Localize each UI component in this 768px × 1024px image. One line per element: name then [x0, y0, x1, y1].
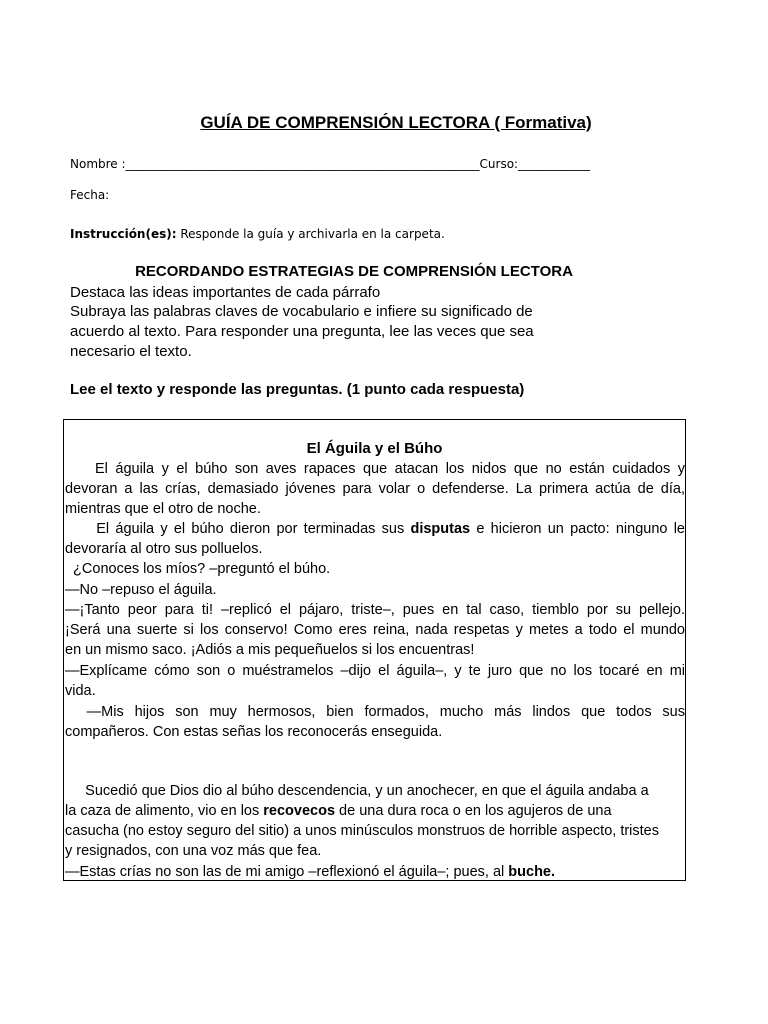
strategies-heading: RECORDANDO ESTRATEGIAS DE COMPRENSIÓN LECTORA [135, 263, 573, 280]
story-text: El águila y el búho dieron por terminadas sus [65, 521, 411, 537]
instruction-text: Responde la guía y archivarla en la carpeta. [176, 227, 445, 241]
document-title: GUÍA DE COMPRENSIÓN LECTORA ( Formativa) [200, 113, 592, 132]
name-course-field: Nombre :___________________________________________________________Curso:____________ [70, 157, 591, 171]
story-line: en un mismo saco. ¡Adiós a mis pequeñuelos si los encuentras! [65, 642, 475, 658]
story-line: y resignados, con una voz más que fea. [65, 843, 322, 859]
strategy-line: Subraya las palabras claves de vocabulario e infiere su significado de [70, 303, 533, 320]
story-line: vida. [65, 683, 96, 699]
story-line: casucha (no estoy seguro del sitio) a unos minúsculos monstruos de horrible aspecto, tristes [65, 823, 659, 839]
story-title: El Águila y el Búho [306, 440, 443, 457]
story-line [65, 862, 685, 882]
story-text: —Estas crías no son las de mi amigo –reflexionó el águila–; pues, al [65, 864, 509, 880]
story-line [65, 519, 685, 539]
story-line: Sucedió que Dios dio al búho descendencia, y un anochecer, en que el águila andaba a [65, 783, 649, 799]
story-line: —¡Tanto peor para ti! –replicó el pájaro, triste–, pues en tal caso, tiemblo por su pellejo. [65, 602, 685, 618]
story-line: mientras que el otro de noche. [65, 501, 261, 517]
strategy-line: necesario el texto. [70, 343, 192, 360]
keyword-disputas: disputas [410, 521, 471, 537]
strategy-line: acuerdo al texto. Para responder una pregunta, lee las veces que sea [70, 323, 534, 340]
story-box [63, 419, 686, 881]
instruction-label: Instrucción(es): [70, 227, 177, 241]
date-field: Fecha: [70, 188, 110, 202]
keyword-recovecos: recovecos [263, 803, 336, 819]
keyword-buche: buche. [508, 864, 556, 880]
story-text: de una dura roca o en los agujeros de una [335, 803, 612, 819]
story-line: ¿Conoces los míos? –preguntó el búho. [65, 561, 331, 577]
story-line: El águila y el búho son aves rapaces que atacan los nidos que no están cuidados y [65, 461, 685, 477]
instruction-line [70, 227, 445, 241]
story-line: compañeros. Con estas señas los reconocerás enseguida. [65, 724, 443, 740]
story-line [65, 801, 685, 821]
story-line: ¡Será una suerte si los conservo! Como eres reina, nada respetas y metes a todo el mundo [65, 622, 685, 638]
story-text: e hicieron un pacto: ninguno le [470, 521, 685, 537]
story-line: devoran a las crías, demasiado jóvenes para volar o defenderse. La primera actúa de día, [65, 481, 685, 497]
story-line: devoraría al otro sus polluelos. [65, 541, 263, 557]
strategy-line: Destaca las ideas importantes de cada párrafo [70, 284, 381, 301]
task-instruction: Lee el texto y responde las preguntas. (1 punto cada respuesta) [70, 381, 525, 398]
story-text: la caza de alimento, vio en los [65, 803, 264, 819]
story-line: —No –repuso el águila. [65, 582, 217, 598]
story-line: —Explícame cómo son o muéstramelos –dijo el águila–, y te juro que no los tocaré en mi [65, 663, 685, 679]
story-line: —Mis hijos son muy hermosos, bien formados, mucho más lindos que todos sus [65, 704, 685, 720]
